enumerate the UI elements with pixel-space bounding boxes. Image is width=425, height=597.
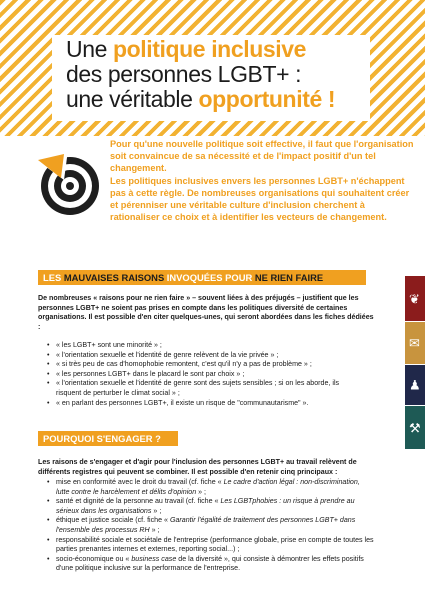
tools-icon: ⚒ xyxy=(409,420,421,435)
section-heading-bad-reasons: LES MAUVAISES RAISONS INVOQUÉES POUR NE RIEN FAIRE xyxy=(38,270,366,285)
list-item: • mise en conformité avec le droit du travail (cf. fiche « Le cadre d'action légal : non-discrimination, lutte contre le harcèlement et délits d'opinion » ; xyxy=(47,478,375,497)
list-item: • socio-économique ou « business case de la diversité », qui consiste à démontrer les effets positifs d'une politique inclusive sur la performance de l'entreprise. xyxy=(47,555,375,574)
side-tab-tools[interactable] xyxy=(405,406,425,449)
side-tab-leaf[interactable] xyxy=(405,276,425,321)
reasons-list xyxy=(47,478,375,574)
list-item: • « si très peu de cas d'homophobie remontent, c'est qu'il n'y a pas de problème » ; xyxy=(47,360,365,370)
list-item: • « les LGBT+ sont une minorité » ; xyxy=(47,341,365,351)
section1-paragraph: De nombreuses « raisons pour ne rien faire » – souvent liées à des préjugés – justifient que les personnes LGBT+ ne soient pas prises en compte dans les politiques diversité de certaines organisations. Il est possible d'en citer quelques-unes, qui seront abordées dans les fiches dédiées : xyxy=(38,294,374,331)
list-item: • « l'orientation sexuelle et l'identité de genre sont des sujets sensibles ; si on les aborde, ils risquent de perturber le climat social » ; xyxy=(47,379,365,398)
list-item: • « les personnes LGBT+ dans le placard le sont par choix » ; xyxy=(47,370,365,380)
page-title: Une politique inclusive des personnes LGBT+ : une véritable opportunité ! xyxy=(66,36,336,112)
list-item: • éthique et justice sociale (cf. fiche « Garantir l'égalité de traitement des personnes LGBT+ dans l'ensemble des processus RH » ; xyxy=(47,516,375,535)
side-tab-mail[interactable] xyxy=(405,322,425,364)
intro-text: Pour qu'une nouvelle politique soit effective, il faut que l'organisation soit convaincue de sa nécessité et de l'impact positif d'un tel changement. Les politiques inclusives envers les personnes LGBT+ n'échappent pas à cette règle. De nombreuses organisations qui souhaitent créer et pérenniser une véritable culture d'inclusion cherchent à rationaliser ce choix et à identifier les vecteurs de changement. xyxy=(110,139,414,223)
list-item: • « l'orientation sexuelle et l'identité de genre relèvent de la vie privée » ; xyxy=(47,351,365,361)
person-icon: ♟ xyxy=(409,377,421,393)
list-item: • santé et dignité de la personne au travail (cf. fiche « Les LGBTphobies : un risque à prendre au sérieux dans les organisations » ; xyxy=(47,497,375,516)
side-tab-person[interactable] xyxy=(405,365,425,405)
list-item: • responsabilité sociale et sociétale de l'entreprise (performance globale, prise en compte de toutes les parties prenantes internes et externes, reporting social...) ; xyxy=(47,536,375,555)
mail-icon: ✉ xyxy=(409,335,420,351)
leaf-icon: ❦ xyxy=(409,291,420,306)
target-icon xyxy=(34,150,100,216)
list-item: • « en parlant des personnes LGBT+, il existe un risque de "communautarisme" ». xyxy=(47,399,365,409)
bad-reasons-list xyxy=(47,341,365,408)
section-heading-why-engage: POURQUOI S'ENGAGER ? xyxy=(38,431,178,446)
section2-paragraph: Les raisons de s'engager et d'agir pour l'inclusion des personnes LGBT+ au travail relèvent de différents registres qui peuvent se combiner. Il est possible d'en retenir cinq principaux : xyxy=(38,458,357,476)
